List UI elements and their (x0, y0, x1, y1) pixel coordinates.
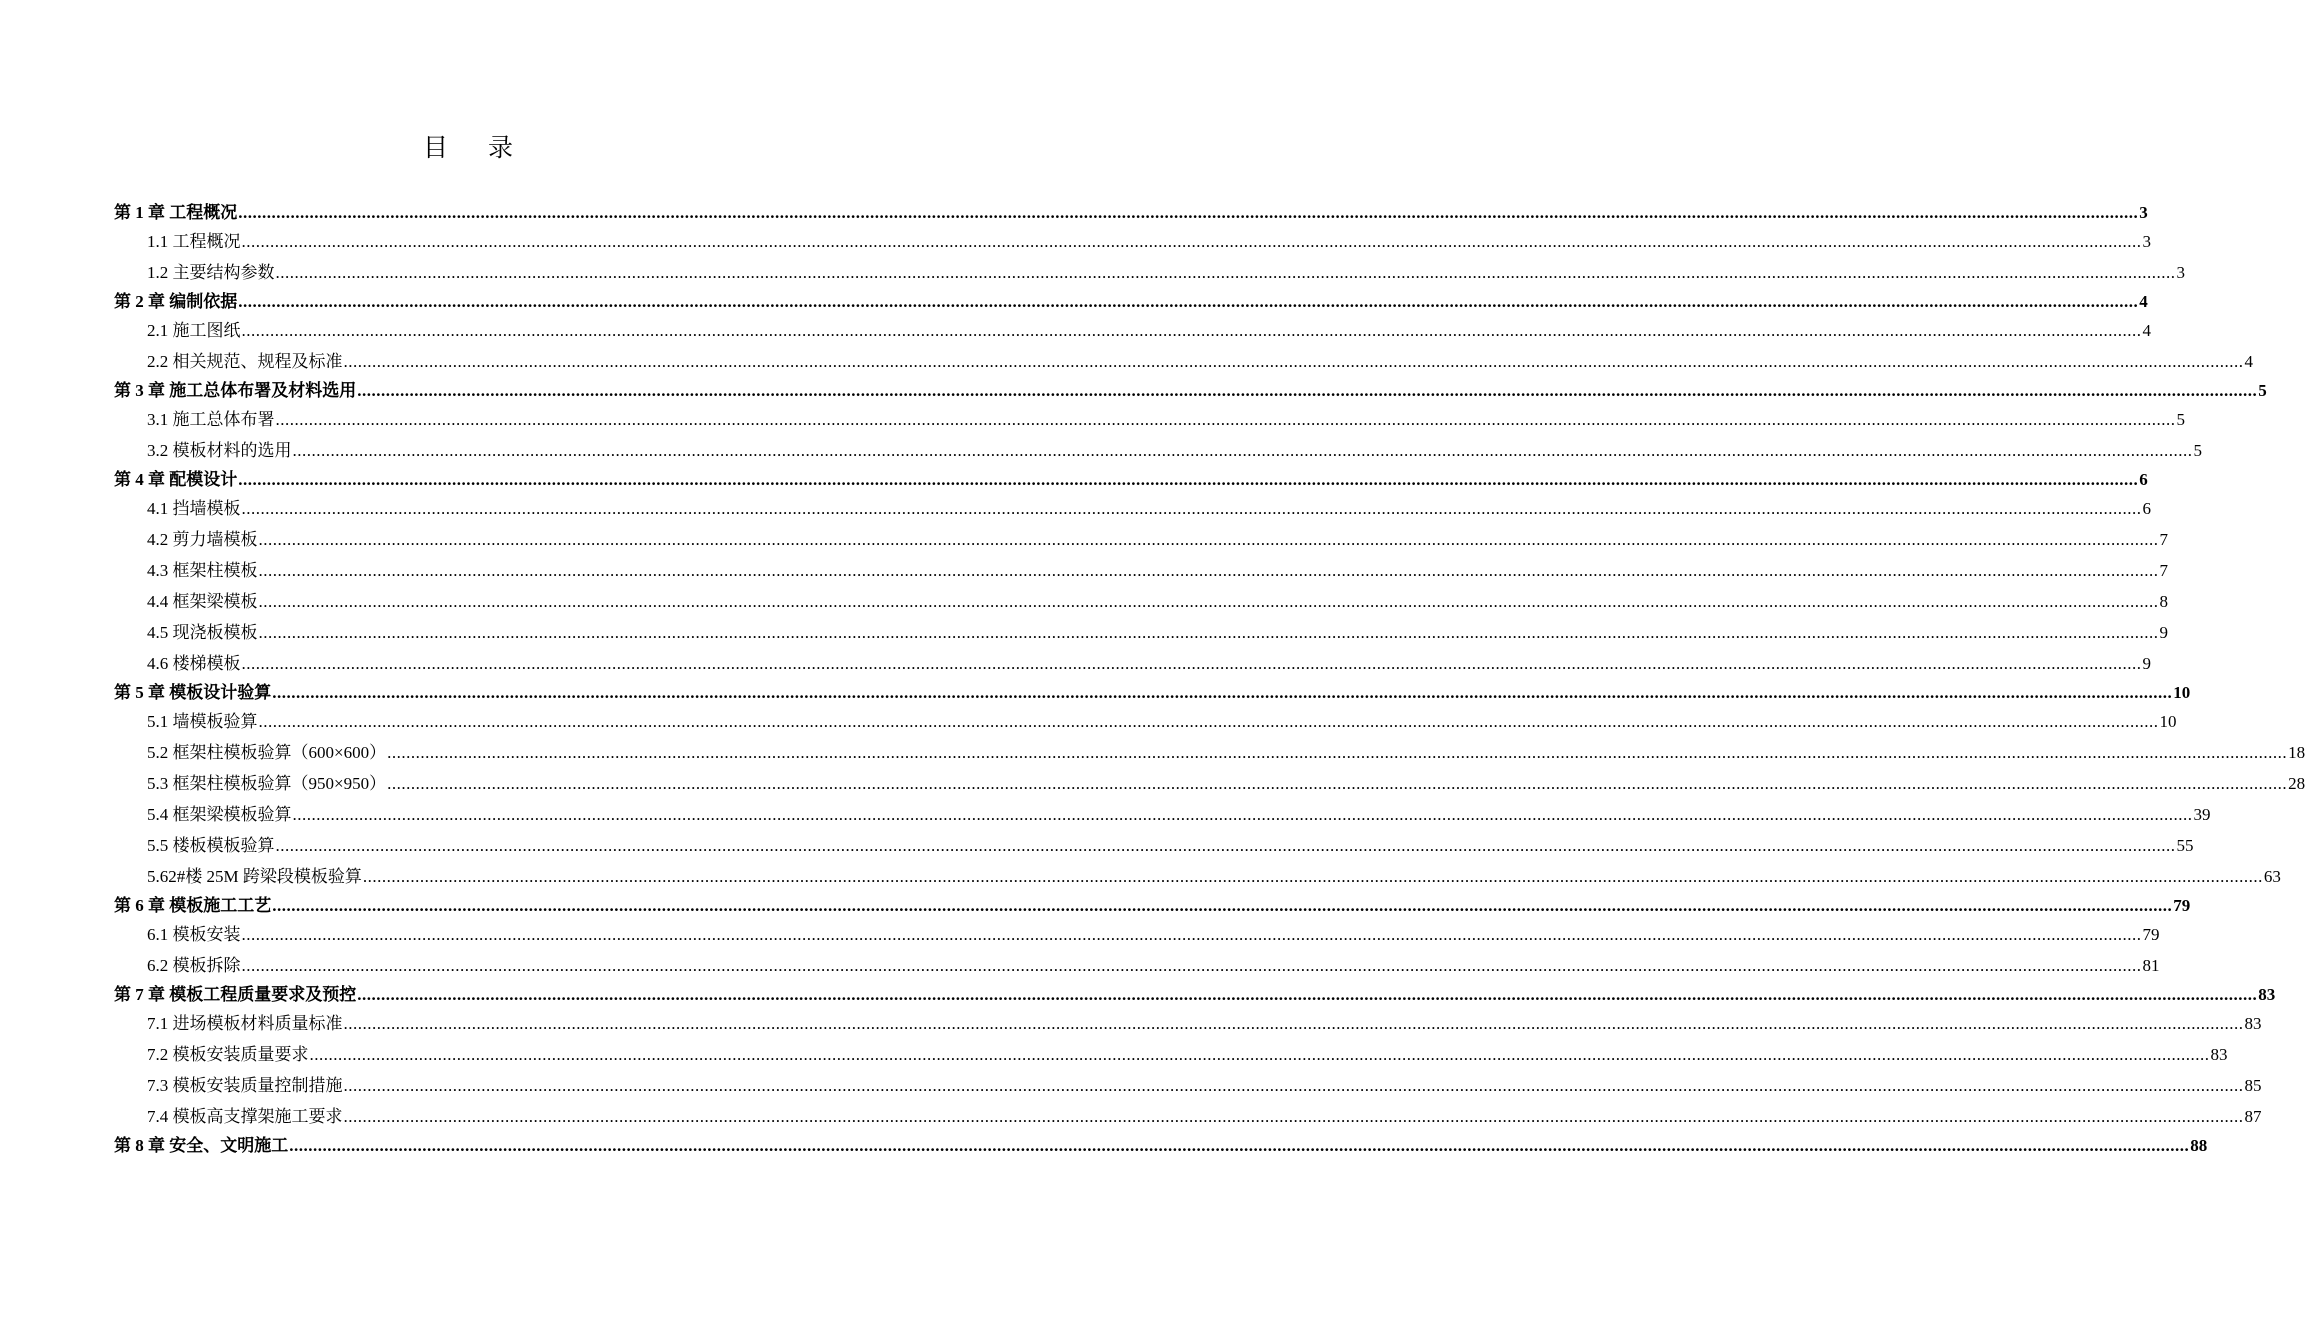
toc-entry-page-number: 88 (2190, 1136, 2208, 1155)
toc-dot-leader: ................................................................................................................................................................................................................................................................................................................................................................................................................ (289, 1136, 2190, 1155)
toc-entry-page-number: 9 (2159, 623, 2168, 642)
toc-entry-page-number: 55 (2176, 836, 2194, 855)
toc-entry-label: 4.1 挡墙模板 (147, 499, 241, 518)
toc-entry-label: 第 2 章 编制依据 (114, 292, 238, 311)
toc-dot-leader: ................................................................................................................................................................................................................................................................................................................................................................................................................ (357, 985, 2258, 1004)
toc-entry-page-number: 83 (2244, 1014, 2262, 1033)
toc-entry-label: 3.1 施工总体布署 (147, 410, 275, 429)
toc-dot-leader: ................................................................................................................................................................................................................................................................................................................................................................................................................ (387, 774, 2288, 793)
page-title: 目录 (422, 135, 553, 162)
toc-entry-page-number: 4 (2142, 321, 2151, 340)
toc-section-entry[interactable] (114, 346, 2253, 377)
toc-chapter-entry[interactable] (114, 199, 2148, 226)
toc-entry-page-number: 10 (2173, 683, 2191, 702)
toc-entry-label: 5.4 框架梁模板验算 (147, 805, 292, 824)
toc-entry-label: 6.1 模板安装 (147, 925, 241, 944)
toc-section-entry[interactable] (114, 830, 2194, 861)
toc-entry-page-number: 85 (2244, 1076, 2262, 1095)
toc-entry-label: 5.5 楼板模板验算 (147, 836, 275, 855)
toc-entry-label: 2.1 施工图纸 (147, 321, 241, 340)
toc-entry-page-number: 3 (2176, 263, 2185, 282)
toc-section-entry[interactable] (114, 648, 2151, 679)
toc-entry-page-number: 4 (2244, 352, 2253, 371)
table-of-contents (114, 199, 2305, 1159)
toc-dot-leader: ................................................................................................................................................................................................................................................................................................................................................................................................................ (343, 1014, 2244, 1033)
toc-entry-page-number: 83 (2210, 1045, 2228, 1064)
toc-dot-leader: ................................................................................................................................................................................................................................................................................................................................................................................................................ (357, 381, 2258, 400)
toc-entry-page-number: 87 (2244, 1107, 2262, 1126)
toc-entry-page-number: 79 (2142, 925, 2160, 944)
toc-entry-page-number: 8 (2159, 592, 2168, 611)
toc-entry-page-number: 5 (2258, 381, 2267, 400)
toc-dot-leader: ................................................................................................................................................................................................................................................................................................................................................................................................................ (241, 321, 2142, 340)
toc-dot-leader: ................................................................................................................................................................................................................................................................................................................................................................................................................ (343, 352, 2244, 371)
toc-section-entry[interactable] (114, 1008, 2262, 1039)
toc-entry-label: 4.2 剪力墙模板 (147, 530, 258, 549)
toc-dot-leader: ................................................................................................................................................................................................................................................................................................................................................................................................................ (272, 896, 2173, 915)
toc-dot-leader: ................................................................................................................................................................................................................................................................................................................................................................................................................ (258, 712, 2159, 731)
toc-entry-label: 第 7 章 模板工程质量要求及预控 (114, 985, 357, 1004)
toc-dot-leader: ................................................................................................................................................................................................................................................................................................................................................................................................................ (241, 925, 2142, 944)
toc-section-entry[interactable] (114, 1070, 2262, 1101)
toc-section-entry[interactable] (114, 555, 2168, 586)
toc-section-entry[interactable] (114, 586, 2168, 617)
toc-section-entry[interactable] (114, 737, 2305, 768)
toc-entry-page-number: 6 (2142, 499, 2151, 518)
toc-entry-label: 2.2 相关规范、规程及标准 (147, 352, 343, 371)
toc-entry-label: 7.4 模板高支撑架施工要求 (147, 1107, 343, 1126)
toc-entry-page-number: 3 (2139, 203, 2148, 222)
toc-chapter-entry[interactable] (114, 892, 2191, 919)
toc-dot-leader: ................................................................................................................................................................................................................................................................................................................................................................................................................ (343, 1076, 2244, 1095)
toc-entry-label: 第 1 章 工程概况 (114, 203, 238, 222)
toc-entry-label: 5.3 框架柱模板验算（950×950） (147, 774, 387, 793)
toc-section-entry[interactable] (114, 226, 2151, 257)
toc-entry-label: 4.4 框架梁模板 (147, 592, 258, 611)
toc-dot-leader: ................................................................................................................................................................................................................................................................................................................................................................................................................ (343, 1107, 2244, 1126)
toc-entry-page-number: 6 (2139, 470, 2148, 489)
toc-entry-label: 第 6 章 模板施工工艺 (114, 896, 272, 915)
toc-entry-page-number: 39 (2193, 805, 2211, 824)
toc-dot-leader: ................................................................................................................................................................................................................................................................................................................................................................................................................ (241, 956, 2142, 975)
toc-entry-label: 第 5 章 模板设计验算 (114, 683, 272, 702)
toc-section-entry[interactable] (114, 799, 2211, 830)
toc-chapter-entry[interactable] (114, 1132, 2208, 1159)
toc-entry-page-number: 4 (2139, 292, 2148, 311)
toc-section-entry[interactable] (114, 1039, 2228, 1070)
toc-section-entry[interactable] (114, 1101, 2262, 1132)
toc-entry-page-number: 3 (2142, 232, 2151, 251)
toc-entry-label: 第 3 章 施工总体布署及材料选用 (114, 381, 357, 400)
toc-chapter-entry[interactable] (114, 679, 2191, 706)
toc-entry-page-number: 81 (2142, 956, 2160, 975)
toc-section-entry[interactable] (114, 404, 2185, 435)
toc-entry-label: 7.1 进场模板材料质量标准 (147, 1014, 343, 1033)
toc-section-entry[interactable] (114, 861, 2281, 892)
toc-entry-page-number: 5 (2193, 441, 2202, 460)
toc-dot-leader: ................................................................................................................................................................................................................................................................................................................................................................................................................ (309, 1045, 2210, 1064)
toc-entry-label: 4.3 框架柱模板 (147, 561, 258, 580)
toc-chapter-entry[interactable] (114, 377, 2267, 404)
toc-entry-label: 4.5 现浇板模板 (147, 623, 258, 642)
toc-entry-label: 4.6 楼梯模板 (147, 654, 241, 673)
toc-dot-leader: ................................................................................................................................................................................................................................................................................................................................................................................................................ (238, 203, 2139, 222)
toc-dot-leader: ................................................................................................................................................................................................................................................................................................................................................................................................................ (241, 232, 2142, 251)
toc-dot-leader: ................................................................................................................................................................................................................................................................................................................................................................................................................ (272, 683, 2173, 702)
toc-dot-leader: ................................................................................................................................................................................................................................................................................................................................................................................................................ (292, 441, 2193, 460)
toc-entry-label: 6.2 模板拆除 (147, 956, 241, 975)
toc-section-entry[interactable] (114, 524, 2168, 555)
toc-entry-page-number: 7 (2159, 561, 2168, 580)
toc-dot-leader: ................................................................................................................................................................................................................................................................................................................................................................................................................ (275, 836, 2176, 855)
toc-dot-leader: ................................................................................................................................................................................................................................................................................................................................................................................................................ (241, 654, 2142, 673)
toc-entry-label: 5.1 墙模板验算 (147, 712, 258, 731)
toc-dot-leader: ................................................................................................................................................................................................................................................................................................................................................................................................................ (258, 592, 2159, 611)
toc-entry-page-number: 79 (2173, 896, 2191, 915)
toc-entry-label: 5.2 框架柱模板验算（600×600） (147, 743, 387, 762)
toc-dot-leader: ................................................................................................................................................................................................................................................................................................................................................................................................................ (292, 805, 2193, 824)
toc-entry-page-number: 9 (2142, 654, 2151, 673)
toc-section-entry[interactable] (114, 768, 2305, 799)
toc-dot-leader: ................................................................................................................................................................................................................................................................................................................................................................................................................ (275, 410, 2176, 429)
toc-section-entry[interactable] (114, 257, 2185, 288)
toc-dot-leader: ................................................................................................................................................................................................................................................................................................................................................................................................................ (258, 623, 2159, 642)
toc-entry-label: 7.3 模板安装质量控制措施 (147, 1076, 343, 1095)
toc-entry-page-number: 7 (2159, 530, 2168, 549)
toc-chapter-entry[interactable] (114, 981, 2276, 1008)
toc-dot-leader: ................................................................................................................................................................................................................................................................................................................................................................................................................ (258, 530, 2159, 549)
toc-entry-label: 第 4 章 配模设计 (114, 470, 238, 489)
toc-section-entry[interactable] (114, 315, 2151, 346)
toc-entry-label: 1.2 主要结构参数 (147, 263, 275, 282)
toc-section-entry[interactable] (114, 493, 2151, 524)
toc-chapter-entry[interactable] (114, 288, 2148, 315)
toc-dot-leader: ................................................................................................................................................................................................................................................................................................................................................................................................................ (387, 743, 2288, 762)
toc-entry-page-number: 5 (2176, 410, 2185, 429)
toc-dot-leader: ................................................................................................................................................................................................................................................................................................................................................................................................................ (362, 867, 2263, 886)
toc-section-entry[interactable] (114, 435, 2202, 466)
toc-entry-page-number: 18 (2288, 743, 2305, 762)
toc-dot-leader: ................................................................................................................................................................................................................................................................................................................................................................................................................ (238, 292, 2139, 311)
toc-chapter-entry[interactable] (114, 466, 2148, 493)
toc-section-entry[interactable] (114, 950, 2160, 981)
toc-dot-leader: ................................................................................................................................................................................................................................................................................................................................................................................................................ (275, 263, 2176, 282)
toc-entry-label: 3.2 模板材料的选用 (147, 441, 292, 460)
toc-entry-page-number: 63 (2263, 867, 2281, 886)
toc-entry-page-number: 28 (2288, 774, 2305, 793)
toc-entry-label: 第 8 章 安全、文明施工 (114, 1136, 289, 1155)
toc-section-entry[interactable] (114, 706, 2177, 737)
toc-dot-leader: ................................................................................................................................................................................................................................................................................................................................................................................................................ (258, 561, 2159, 580)
toc-section-entry[interactable] (114, 617, 2168, 648)
toc-entry-label: 5.62#楼 25M 跨梁段模板验算 (147, 867, 362, 886)
toc-entry-page-number: 10 (2159, 712, 2177, 731)
toc-entry-page-number: 83 (2258, 985, 2276, 1004)
toc-dot-leader: ................................................................................................................................................................................................................................................................................................................................................................................................................ (238, 470, 2139, 489)
toc-dot-leader: ................................................................................................................................................................................................................................................................................................................................................................................................................ (241, 499, 2142, 518)
toc-entry-label: 7.2 模板安装质量要求 (147, 1045, 309, 1064)
toc-entry-label: 1.1 工程概况 (147, 232, 241, 251)
toc-section-entry[interactable] (114, 919, 2160, 950)
